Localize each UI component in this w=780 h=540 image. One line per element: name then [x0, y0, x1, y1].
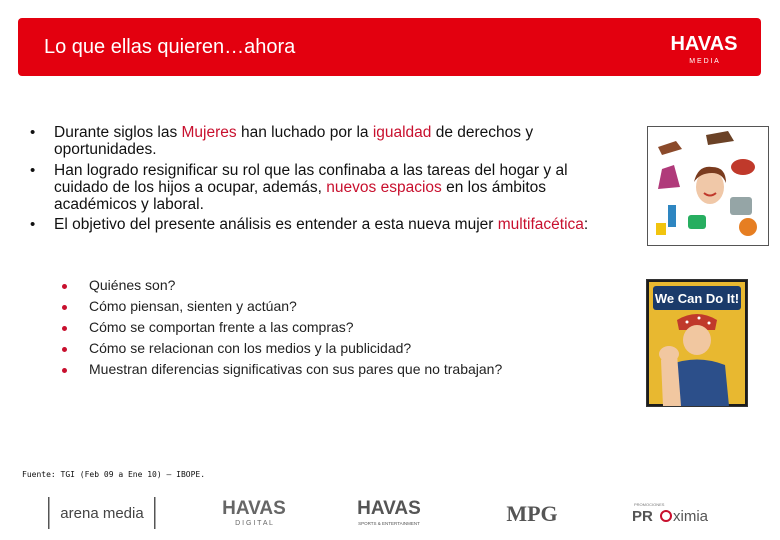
sub-item: Cómo piensan, sienten y actúan?	[89, 298, 297, 314]
havas-logo-sub: M E D I A	[689, 58, 719, 65]
havas-sports-logo	[348, 494, 430, 532]
mpg-logo	[498, 494, 566, 532]
havas-media-logo	[662, 33, 746, 65]
havas-sports-text: HAVAS	[357, 498, 421, 519]
we-can-do-it-poster	[646, 279, 748, 407]
source-note: Fuente: TGI (Feb 09 a Ene 10) – IBOPE.	[22, 470, 206, 479]
havas-digital-text: HAVAS	[222, 498, 286, 519]
mpg-text: MPG	[506, 501, 558, 526]
sub-bullet-dot	[62, 347, 67, 352]
sub-bullet-dot	[62, 284, 67, 289]
bullet-dot: •	[30, 162, 36, 179]
poster-text: We Can Do It!	[654, 291, 740, 306]
sub-item: Cómo se comportan frente a las compras?	[89, 319, 354, 335]
havas-digital-sub: D I G I T A L	[235, 520, 273, 527]
bullet-1: Durante siglos las Mujeres han luchado por la igualdad de derechos y oportunidades.	[54, 124, 534, 158]
sub-bullet-dot	[62, 305, 67, 310]
sub-bullet-dot	[62, 326, 67, 331]
bullet-dot: •	[30, 124, 36, 141]
proximia-pr-text: PR	[632, 508, 653, 525]
sub-item: Muestran diferencias significativas con sus pares que no trabajan?	[89, 361, 503, 377]
proximia-o-icon	[661, 511, 671, 521]
havas-sports-sub: SPORTS & ENTERTAINMENT	[358, 521, 420, 526]
havas-digital-logo	[214, 494, 294, 532]
sub-item: Cómo se relacionan con los medios y la publicidad?	[89, 340, 412, 356]
proximia-small-text: PROMOCIONES	[634, 502, 665, 507]
sub-bullet-dot	[62, 368, 67, 373]
arena-media-logo	[46, 494, 158, 532]
proximia-logo	[628, 494, 732, 532]
bullet-dot: •	[30, 216, 36, 233]
proximia-ximia-text: ximia	[673, 508, 709, 525]
bullet-3: El objetivo del presente análisis es entender a esta nueva mujer multifacética:	[54, 216, 589, 233]
havas-logo-text: HAVAS	[670, 33, 738, 55]
page-title: Lo que ellas quieren…ahora	[44, 36, 296, 58]
bullet-2: Han logrado resignificar su rol que las confinaba a las tareas del hogar y al cuidado de los hijos a ocupar, además, nuevos espacios en los ámbitos académicos y laboral.	[54, 162, 568, 213]
arena-logo-text: arena media	[60, 505, 144, 522]
sub-item: Quiénes son?	[89, 277, 176, 293]
multitasking-woman-image	[647, 126, 769, 246]
